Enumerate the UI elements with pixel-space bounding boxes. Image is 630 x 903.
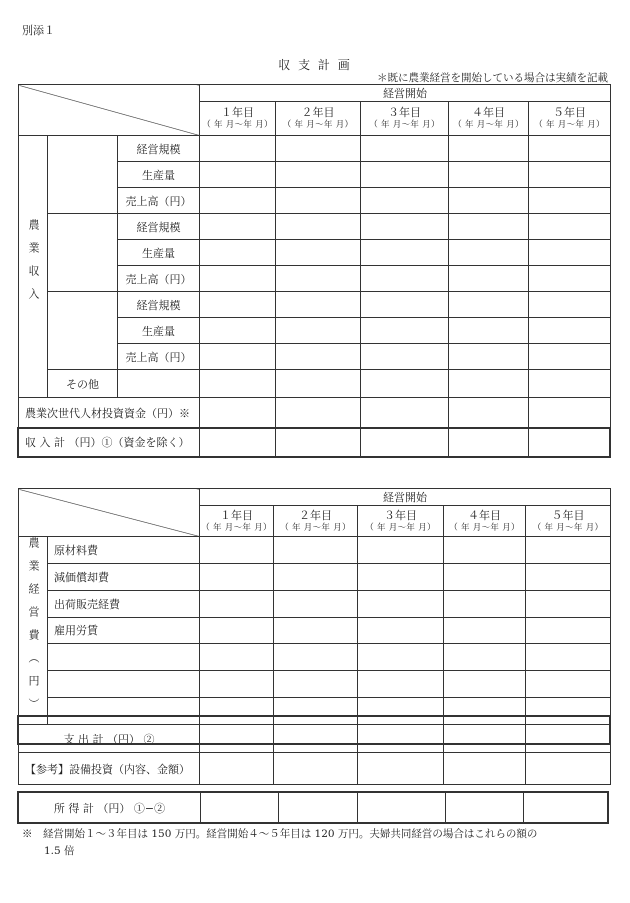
input-cell[interactable] [276,240,361,266]
row-label-scale: 経営規模 [118,214,200,240]
years-header: 経営開始 [200,85,611,102]
crop-name-cell-3[interactable] [48,292,118,370]
input-cell[interactable] [274,753,358,785]
crop-name-cell-2[interactable] [48,214,118,292]
input-cell[interactable] [274,671,358,698]
table-row [19,617,611,644]
year-2-header: ２年目 （ 年 月〜年 月） [276,102,361,136]
input-cell[interactable] [449,428,529,457]
input-cell[interactable] [361,266,449,292]
table-row [19,590,611,617]
input-cell[interactable] [276,398,361,428]
footnote-line-1: ※ 経営開始１〜３年目は 150 万円。経営開始４〜５年目は 120 万円。夫婦共同経営の場合はこれらの額の [22,828,538,840]
input-cell[interactable] [529,162,611,188]
income-group-label: 農業収入 [19,136,48,398]
input-cell[interactable] [361,318,449,344]
input-cell[interactable] [529,398,611,428]
top-note: ＊既に農業経営を開始している場合は実績を記載 [377,72,608,84]
input-cell[interactable] [526,725,611,753]
input-cell[interactable] [276,428,361,457]
input-cell[interactable] [361,136,449,162]
table-row [19,136,611,162]
input-cell[interactable] [200,344,276,370]
input-cell[interactable] [276,162,361,188]
row-label-scale: 経営規模 [118,292,200,318]
input-cell[interactable] [276,344,361,370]
input-cell[interactable] [276,214,361,240]
row-label-income-total: 収 入 計 （円）①（資金を除く） [19,428,200,457]
table-row [19,793,609,823]
input-cell[interactable] [529,318,611,344]
input-cell[interactable] [200,753,274,785]
input-cell[interactable] [361,162,449,188]
input-cell[interactable] [444,698,526,725]
other-detail-cell[interactable] [118,370,200,398]
expense-table [18,488,611,785]
input-cell[interactable] [200,292,276,318]
input-cell[interactable] [529,292,611,318]
input-cell[interactable] [449,398,529,428]
input-cell[interactable] [446,793,524,823]
input-cell[interactable] [361,188,449,214]
row-label-blank[interactable] [48,698,200,725]
input-cell[interactable] [200,617,274,644]
input-cell[interactable] [358,698,444,725]
input-cell[interactable] [200,537,274,564]
input-cell[interactable] [361,370,449,398]
input-cell[interactable] [361,292,449,318]
year-4-header: ４年目 （ 年 月〜年 月） [444,506,526,537]
input-cell[interactable] [526,563,611,590]
input-cell[interactable] [444,563,526,590]
input-cell[interactable] [274,725,358,753]
table-row [19,428,611,457]
input-cell[interactable] [529,428,611,457]
row-label-shipping: 出荷販売経費 [48,590,200,617]
input-cell[interactable] [449,240,529,266]
input-cell[interactable] [200,398,276,428]
input-cell[interactable] [444,725,526,753]
input-cell[interactable] [449,162,529,188]
input-cell[interactable] [200,188,276,214]
row-label-scale: 経営規模 [118,136,200,162]
input-cell[interactable] [200,725,274,753]
input-cell[interactable] [279,793,358,823]
input-cell[interactable] [358,590,444,617]
input-cell[interactable] [449,318,529,344]
year-1-header: １年目 （ 年 月〜年 月） [200,506,274,537]
table-row [19,292,611,318]
table-row [19,214,611,240]
input-cell[interactable] [449,214,529,240]
year-3-header: ３年目 （ 年 月〜年 月） [361,102,449,136]
table-row [19,398,611,428]
row-label-sales: 売上高（円） [118,188,200,214]
input-cell[interactable] [449,370,529,398]
input-cell[interactable] [361,240,449,266]
row-label-production: 生産量 [118,162,200,188]
table-row [19,753,611,785]
footnote-line-2: 1.5 倍 [44,845,75,857]
input-cell[interactable] [358,617,444,644]
row-label-net-income: 所 得 計 （円） ①−② [19,793,201,823]
input-cell[interactable] [526,671,611,698]
input-cell[interactable] [526,753,611,785]
input-cell[interactable] [276,318,361,344]
page-title: 収 支 計 画 [278,58,352,72]
input-cell[interactable] [200,428,276,457]
input-cell[interactable] [361,398,449,428]
input-cell[interactable] [276,188,361,214]
input-cell[interactable] [444,671,526,698]
row-label-subsidy: 農業次世代人材投資資金（円）※ [19,398,200,428]
input-cell[interactable] [200,214,276,240]
net-income-table [18,792,609,823]
row-label-other: その他 [48,370,118,398]
input-cell[interactable] [200,671,274,698]
input-cell[interactable] [449,136,529,162]
input-cell[interactable] [200,162,276,188]
attachment-label: 別添１ [22,24,55,37]
input-cell[interactable] [361,428,449,457]
input-cell[interactable] [200,644,274,671]
crop-name-cell-1[interactable] [48,136,118,214]
input-cell[interactable] [200,136,276,162]
year-5-header: ５年目 （ 年 月〜年 月） [529,102,611,136]
input-cell[interactable] [526,698,611,725]
input-cell[interactable] [449,188,529,214]
table-row [19,563,611,590]
input-cell[interactable] [200,698,274,725]
row-label-materials: 原材料費 [48,537,200,564]
input-cell[interactable] [444,537,526,564]
input-cell[interactable] [274,644,358,671]
header-diagonal-cell [19,85,200,136]
year-4-header: ４年目 （ 年 月〜年 月） [449,102,529,136]
input-cell[interactable] [529,214,611,240]
input-cell[interactable] [526,590,611,617]
input-cell[interactable] [358,753,444,785]
table-row [19,725,611,753]
input-cell[interactable] [274,617,358,644]
input-cell[interactable] [276,136,361,162]
table-row [19,370,611,398]
input-cell[interactable] [444,590,526,617]
input-cell[interactable] [276,292,361,318]
input-cell[interactable] [449,292,529,318]
row-label-sales: 売上高（円） [118,344,200,370]
row-label-labor: 雇用労賃 [48,617,200,644]
input-cell[interactable] [200,266,276,292]
input-cell[interactable] [529,188,611,214]
year-1-header: １年目 （ 年 月〜年 月） [200,102,276,136]
row-label-production: 生産量 [118,318,200,344]
expense-group-label: 農業経営費（円） [19,537,48,725]
row-label-sales: 売上高（円） [118,266,200,292]
input-cell[interactable] [200,240,276,266]
input-cell[interactable] [358,563,444,590]
input-cell[interactable] [358,644,444,671]
input-cell[interactable] [200,563,274,590]
input-cell[interactable] [274,698,358,725]
row-label-blank[interactable] [48,644,200,671]
income-table [18,84,611,457]
input-cell[interactable] [444,644,526,671]
input-cell[interactable] [449,344,529,370]
input-cell[interactable] [200,318,276,344]
input-cell[interactable] [200,370,276,398]
input-cell[interactable] [524,793,609,823]
input-cell[interactable] [526,617,611,644]
year-3-header: ３年目 （ 年 月〜年 月） [358,506,444,537]
table-row [19,698,611,725]
row-label-expense-total: 支 出 計 （円） ② [19,725,200,753]
input-cell[interactable] [526,537,611,564]
input-cell[interactable] [529,344,611,370]
input-cell[interactable] [361,344,449,370]
input-cell[interactable] [274,563,358,590]
input-cell[interactable] [274,590,358,617]
table-row [19,644,611,671]
input-cell[interactable] [358,671,444,698]
row-label-depreciation: 減価償却費 [48,563,200,590]
row-label-capital-investment: 【参考】設備投資（内容、金額） [19,753,200,785]
year-5-header: ５年目 （ 年 月〜年 月） [526,506,611,537]
input-cell[interactable] [361,214,449,240]
input-cell[interactable] [529,266,611,292]
input-cell[interactable] [526,644,611,671]
input-cell[interactable] [200,590,274,617]
table-row [19,671,611,698]
years-header: 経営開始 [200,489,611,506]
input-cell[interactable] [276,370,361,398]
input-cell[interactable] [444,753,526,785]
input-cell[interactable] [274,537,358,564]
input-cell[interactable] [276,266,361,292]
input-cell[interactable] [529,240,611,266]
input-cell[interactable] [201,793,279,823]
input-cell[interactable] [358,725,444,753]
input-cell[interactable] [358,793,446,823]
table-row [19,537,611,564]
input-cell[interactable] [444,617,526,644]
input-cell[interactable] [529,370,611,398]
row-label-blank[interactable] [48,671,200,698]
input-cell[interactable] [358,537,444,564]
input-cell[interactable] [449,266,529,292]
header-diagonal-cell [19,489,200,537]
year-2-header: ２年目 （ 年 月〜年 月） [274,506,358,537]
input-cell[interactable] [529,136,611,162]
row-label-production: 生産量 [118,240,200,266]
